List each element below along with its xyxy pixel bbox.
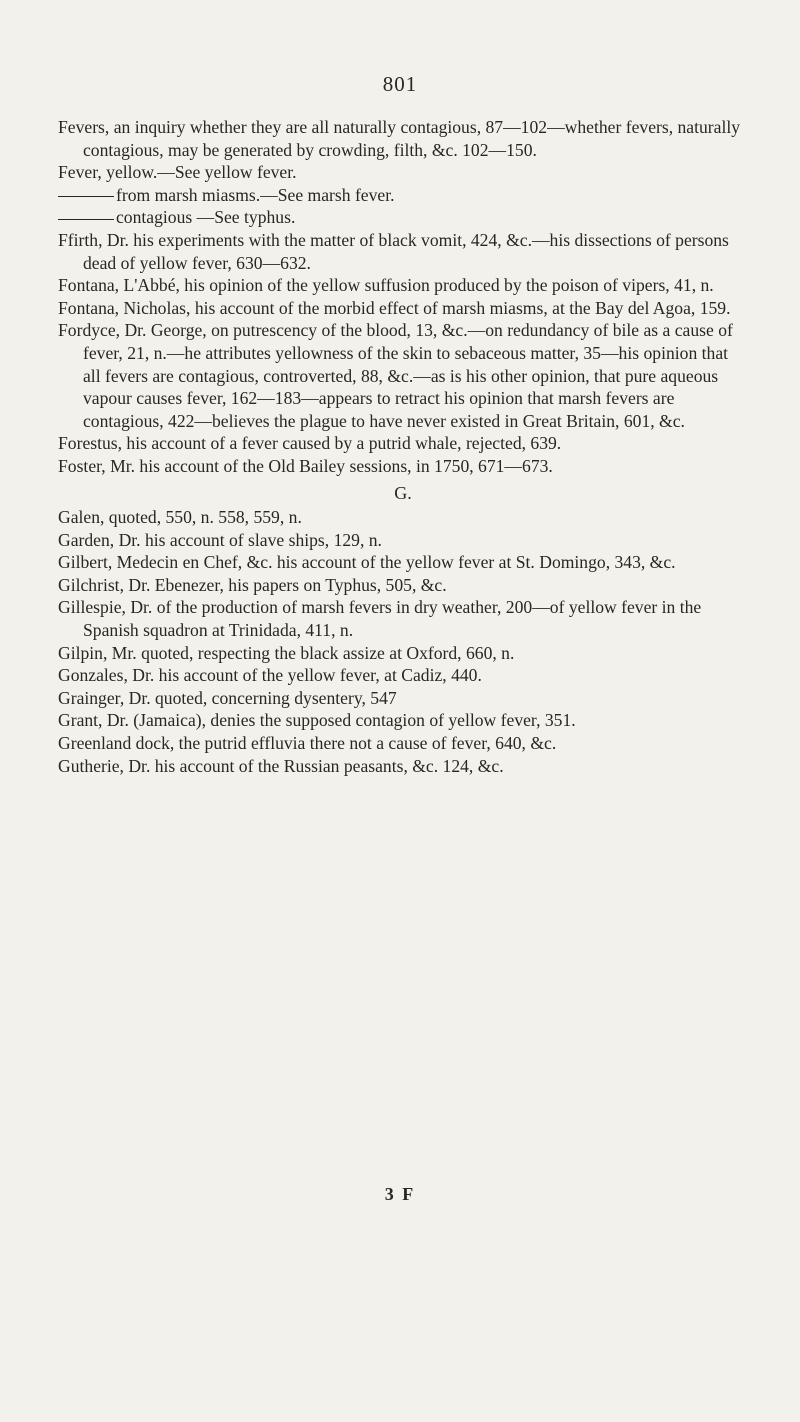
index-subentry bbox=[58, 184, 748, 207]
index-entry: Garden, Dr. his account of slave ships, 129, n. bbox=[58, 529, 382, 550]
index-subentry-text: from marsh miasms.—See marsh fever. bbox=[116, 184, 395, 205]
section-letter: G. bbox=[394, 482, 412, 503]
index-subentry-text: contagious —See typhus. bbox=[116, 207, 296, 228]
index-entry: Gutherie, Dr. his account of the Russian peasants, &c. 124, &c. bbox=[58, 755, 504, 776]
index-entry: Fontana, Nicholas, his account of the morbid effect of marsh miasms, at the Bay del Agoa, 159. bbox=[58, 297, 731, 318]
index-entries bbox=[58, 116, 748, 777]
index-entry: Fontana, L'Abbé, his opinion of the yellow suffusion produced by the poison of vipers, 41, n. bbox=[58, 275, 714, 296]
index-entry: Gilbert, Medecin en Chef, &c. his account of the yellow fever at St. Domingo, 343, &c. bbox=[58, 552, 676, 573]
ditto-rule bbox=[58, 219, 114, 220]
index-entry: Grainger, Dr. quoted, concerning dysentery, 547 bbox=[58, 687, 397, 708]
index-entry: Gilchrist, Dr. Ebenezer, his papers on Typhus, 505, &c. bbox=[58, 574, 447, 595]
index-entry: Gilpin, Mr. quoted, respecting the black assize at Oxford, 660, n. bbox=[58, 642, 515, 663]
index-entry: Forestus, his account of a fever caused by a putrid whale, rejected, 639. bbox=[58, 433, 562, 454]
index-entry: Galen, quoted, 550, n. 558, 559, n. bbox=[58, 507, 302, 528]
index-entry: Fordyce, Dr. George, on putrescency of the blood, 13, &c.—on redundancy of bile as a cause of fever, 21, n.—he attributes yellowness of the skin to sebaceous matter, 35—his opinion that all fevers are contagious, controverted, 88, &c.—as is his other opinion, that pure aqueous vapour causes fever, 162—183—appears to retract his opinion that marsh fevers are contagious, 422—believes the plague to have never existed in Great Britain, 601, &c. bbox=[58, 320, 733, 431]
index-entry: Foster, Mr. his account of the Old Bailey sessions, in 1750, 671—673. bbox=[58, 455, 553, 476]
index-entry: Fevers, an inquiry whether they are all naturally contagious, 87—102—whether fevers, naturally contagious, may be generated by crowding, filth, &c. 102—150. bbox=[58, 117, 741, 160]
index-entry: Gonzales, Dr. his account of the yellow fever, at Cadiz, 440. bbox=[58, 665, 482, 686]
index-entry: Ffirth, Dr. his experiments with the matter of black vomit, 424, &c.—his dissections of persons dead of yellow fever, 630—632. bbox=[58, 229, 729, 273]
signature-mark: 3 F bbox=[384, 1184, 416, 1204]
index-entry: Grant, Dr. (Jamaica), denies the supposed contagion of yellow fever, 351. bbox=[58, 710, 576, 731]
index-entry: Greenland dock, the putrid effluvia there not a cause of fever, 640, &c. bbox=[58, 733, 557, 754]
index-entry: Fever, yellow.—See yellow fever. bbox=[58, 162, 297, 183]
index-subentry bbox=[58, 206, 748, 229]
index-entry: Gillespie, Dr. of the production of marsh fevers in dry weather, 200—of yellow fever in the Spanish squadron at Trinidada, 411, n. bbox=[58, 597, 702, 641]
ditto-rule bbox=[58, 196, 114, 197]
page-number: 801 bbox=[382, 72, 418, 96]
